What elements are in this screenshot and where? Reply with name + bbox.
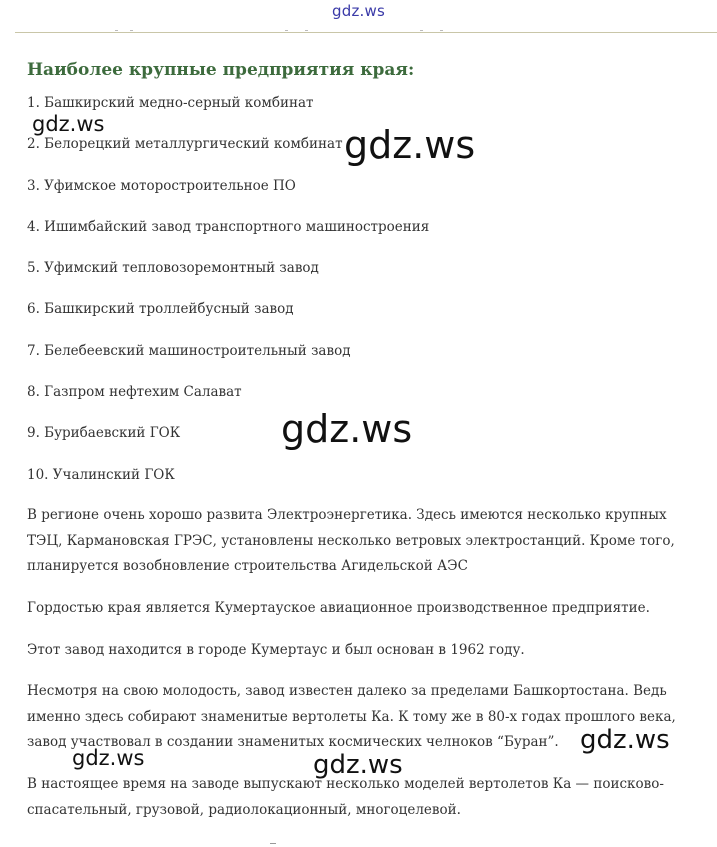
paragraph-pride: Гордостью края является Кумертауское авиационное производственное предприятие. bbox=[27, 600, 650, 616]
top-site-watermark: gdz.ws bbox=[332, 2, 385, 20]
list-item: 7. Белебеевский машиностроительный завод bbox=[27, 343, 351, 359]
watermark: gdz.ws bbox=[281, 407, 413, 451]
watermark: gdz.ws bbox=[32, 112, 105, 136]
watermark: gdz.ws bbox=[580, 725, 670, 755]
paragraph-history: Несмотря на свою молодость, завод известен далеко за пределами Башкортостана. Ведь именно здесь собирают знаменитые вертолеты Ка. К тому же в 80-х годах прошлого века, завод участвовал в создании знаменитых космических челноков “Буран”. bbox=[27, 683, 676, 750]
list-item: 10. Учалинский ГОК bbox=[27, 467, 175, 483]
list-item: 1. Башкирский медно-серный комбинат bbox=[27, 95, 314, 111]
list-item: 4. Ишимбайский завод транспортного машиностроения bbox=[27, 219, 430, 235]
paragraph-location: Этот завод находится в городе Кумертаус и был основан в 1962 году. bbox=[27, 642, 525, 658]
section-heading: Наиболее крупные предприятия края: bbox=[27, 60, 415, 80]
watermark: gdz.ws bbox=[72, 746, 145, 770]
paragraph-energy: В регионе очень хорошо развита Электроэнергетика. Здесь имеются несколько крупных ТЭЦ, Кармановская ГРЭС, установлены несколько ветровых электростанций. Кроме того, планируется возобновление строительства Агидельской АЭС bbox=[27, 507, 675, 574]
watermark: gdz.ws bbox=[313, 750, 403, 780]
top-divider bbox=[15, 32, 717, 33]
watermark: gdz.ws bbox=[344, 123, 476, 167]
bottom-speck bbox=[270, 843, 276, 844]
paragraph-models: В настоящее время на заводе выпускают несколько моделей вертолетов Ка — поисково-спасательный, грузовой, радиолокационный, многоцелевой. bbox=[27, 776, 664, 818]
list-item: 9. Бурибаевский ГОК bbox=[27, 425, 181, 441]
list-item: 5. Уфимский тепловозоремонтный завод bbox=[27, 260, 319, 276]
list-item: 8. Газпром нефтехим Салават bbox=[27, 384, 242, 400]
list-item: 2. Белорецкий металлургический комбинат bbox=[27, 136, 343, 152]
list-item: 6. Башкирский троллейбусный завод bbox=[27, 301, 294, 317]
list-item: 3. Уфимское моторостроительное ПО bbox=[27, 178, 296, 194]
